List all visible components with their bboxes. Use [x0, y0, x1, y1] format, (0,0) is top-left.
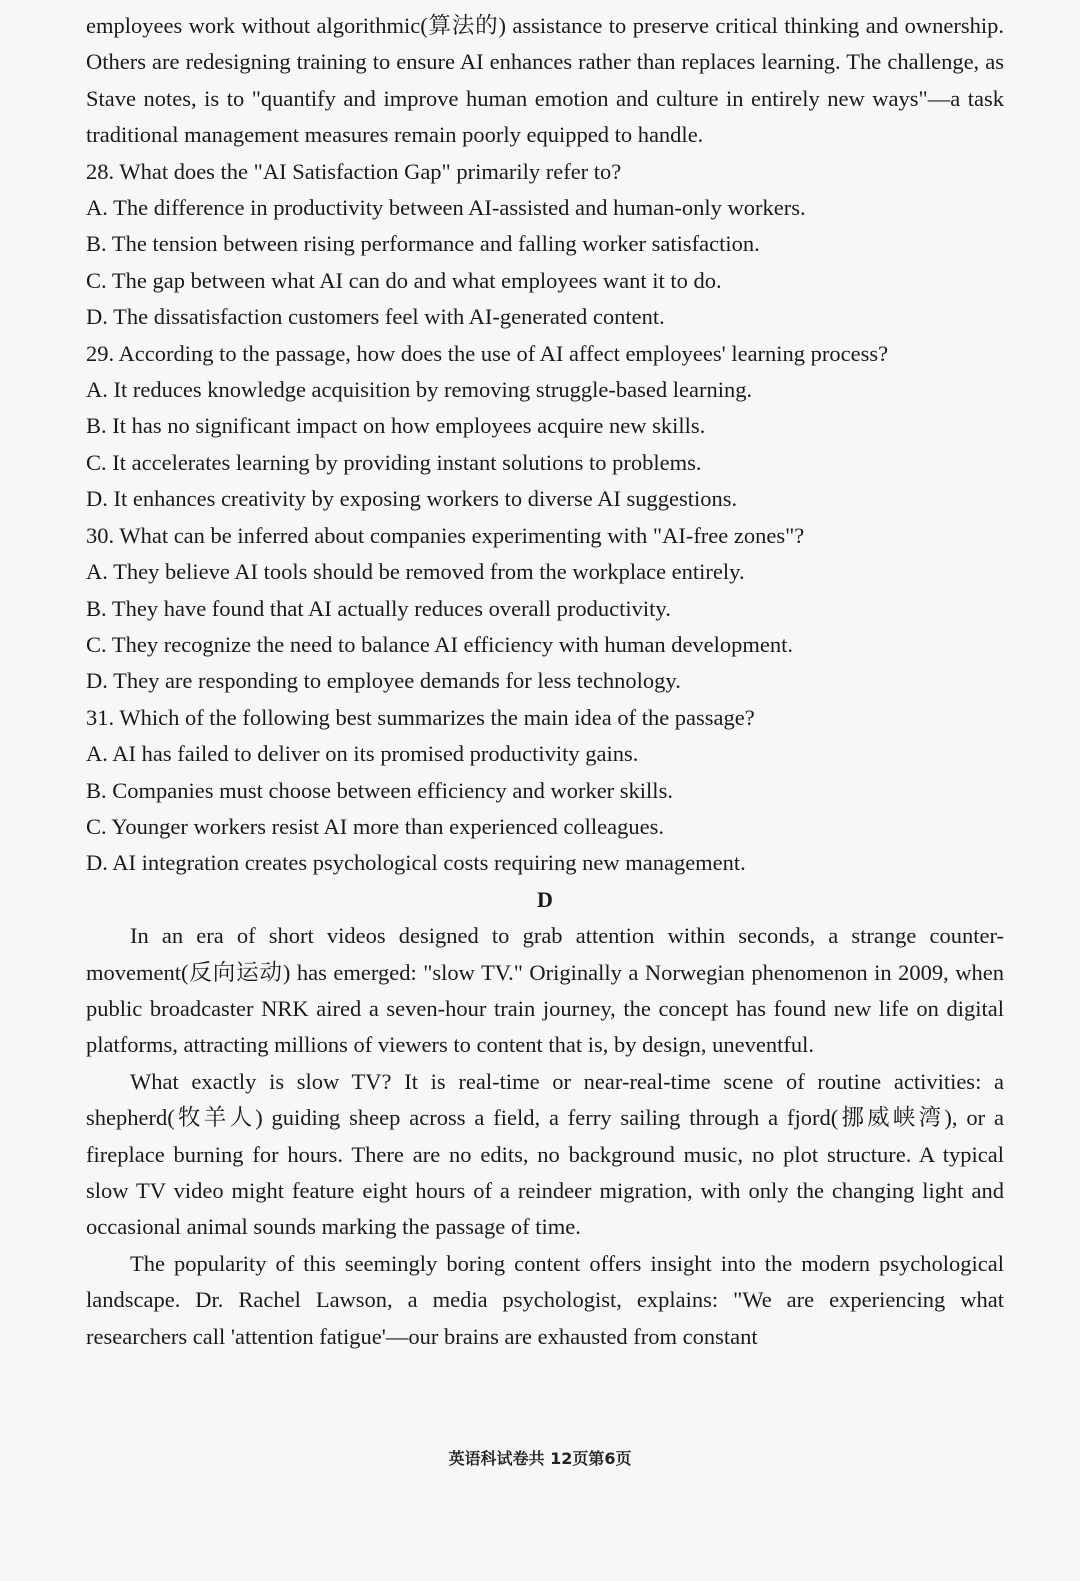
question-30-option-c: C. They recognize the need to balance AI efficiency with human development.: [86, 631, 794, 657]
question-31-option-a: A. AI has failed to deliver on its promised productivity gains.: [86, 741, 639, 767]
question-29-option-c: C. It accelerates learning by providing instant solutions to problems.: [86, 449, 702, 475]
question-31-option-c: C. Younger workers resist AI more than experienced colleagues.: [86, 813, 664, 839]
section-heading-d: D: [537, 886, 553, 912]
question-31-option-d: D. AI integration creates psychological costs requiring new management.: [86, 850, 746, 876]
question-30: [86, 518, 1004, 700]
question-28-option-a: A. The difference in productivity between AI-assisted and human-only workers.: [86, 195, 806, 221]
question-29-option-a: A. It reduces knowledge acquisition by removing struggle-based learning.: [86, 377, 753, 403]
passage-d-paragraph-3: The popularity of this seemingly boring content offers insight into the modern psychological landscape. Dr. Rachel Lawson, a media psychologist, explains: "We are experiencing what researchers call 'attention fatigue'—our brains are exhausted from constant: [86, 1250, 1004, 1349]
question-28: [86, 154, 1004, 336]
question-29-option-d: D. It enhances creativity by exposing workers to diverse AI suggestions.: [86, 486, 738, 512]
question-28-stem: 28. What does the "AI Satisfaction Gap" primarily refer to?: [86, 158, 622, 184]
question-29-stem: 29. According to the passage, how does the use of AI affect employees' learning process?: [86, 340, 889, 366]
question-31-option-b: B. Companies must choose between efficiency and worker skills.: [86, 777, 673, 803]
page-footer: 英语科试卷共 12页第6页: [448, 1449, 632, 1468]
passage-d-paragraph-2: What exactly is slow TV? It is real-time or near-real-time scene of routine activities: a shepherd(牧羊人) guiding sheep across a field, a ferry sailing through a fjord(挪威峡湾), or a fireplace burning for hours. There are no edits, no background music, no plot structure. A typical slow TV video might feature eight hours of a reindeer migration, with only the changing light and occasional animal sounds marking the passage of time.: [86, 1068, 1004, 1240]
question-28-option-b: B. The tension between rising performance and falling worker satisfaction.: [86, 231, 760, 257]
passage-d-paragraph-1: In an era of short videos designed to grab attention within seconds, a strange counter-movement(反向运动) has emerged: "slow TV." Originally a Norwegian phenomenon in 2009, when public broadcaster NRK aired a seven-hour train journey, the concept has found new life on digital platforms, attracting millions of viewers to content that is, by design, uneventful.: [86, 923, 1004, 1058]
question-31-stem: 31. Which of the following best summarizes the main idea of the passage?: [86, 704, 755, 730]
question-30-stem: 30. What can be inferred about companies experimenting with "AI-free zones"?: [86, 522, 805, 548]
passage-c-closing-paragraph: employees work without algorithmic(算法的) assistance to preserve critical thinking and ownership. Others are redesigning training to ensure AI enhances rather than replaces learning. The challenge, as Stave notes, is to "quantify and improve human emotion and culture in entirely new ways"—a task traditional management measures remain poorly equipped to handle.: [86, 13, 1004, 148]
question-31: [86, 700, 1004, 882]
question-28-option-d: D. The dissatisfaction customers feel with AI-generated content.: [86, 304, 665, 330]
question-30-option-a: A. They believe AI tools should be removed from the workplace entirely.: [86, 559, 745, 585]
question-29: [86, 336, 1004, 518]
question-30-option-b: B. They have found that AI actually reduces overall productivity.: [86, 595, 671, 621]
exam-page: [86, 8, 1004, 1355]
question-28-option-c: C. The gap between what AI can do and what employees want it to do.: [86, 267, 722, 293]
question-29-option-b: B. It has no significant impact on how employees acquire new skills.: [86, 413, 706, 439]
question-30-option-d: D. They are responding to employee demands for less technology.: [86, 668, 681, 694]
